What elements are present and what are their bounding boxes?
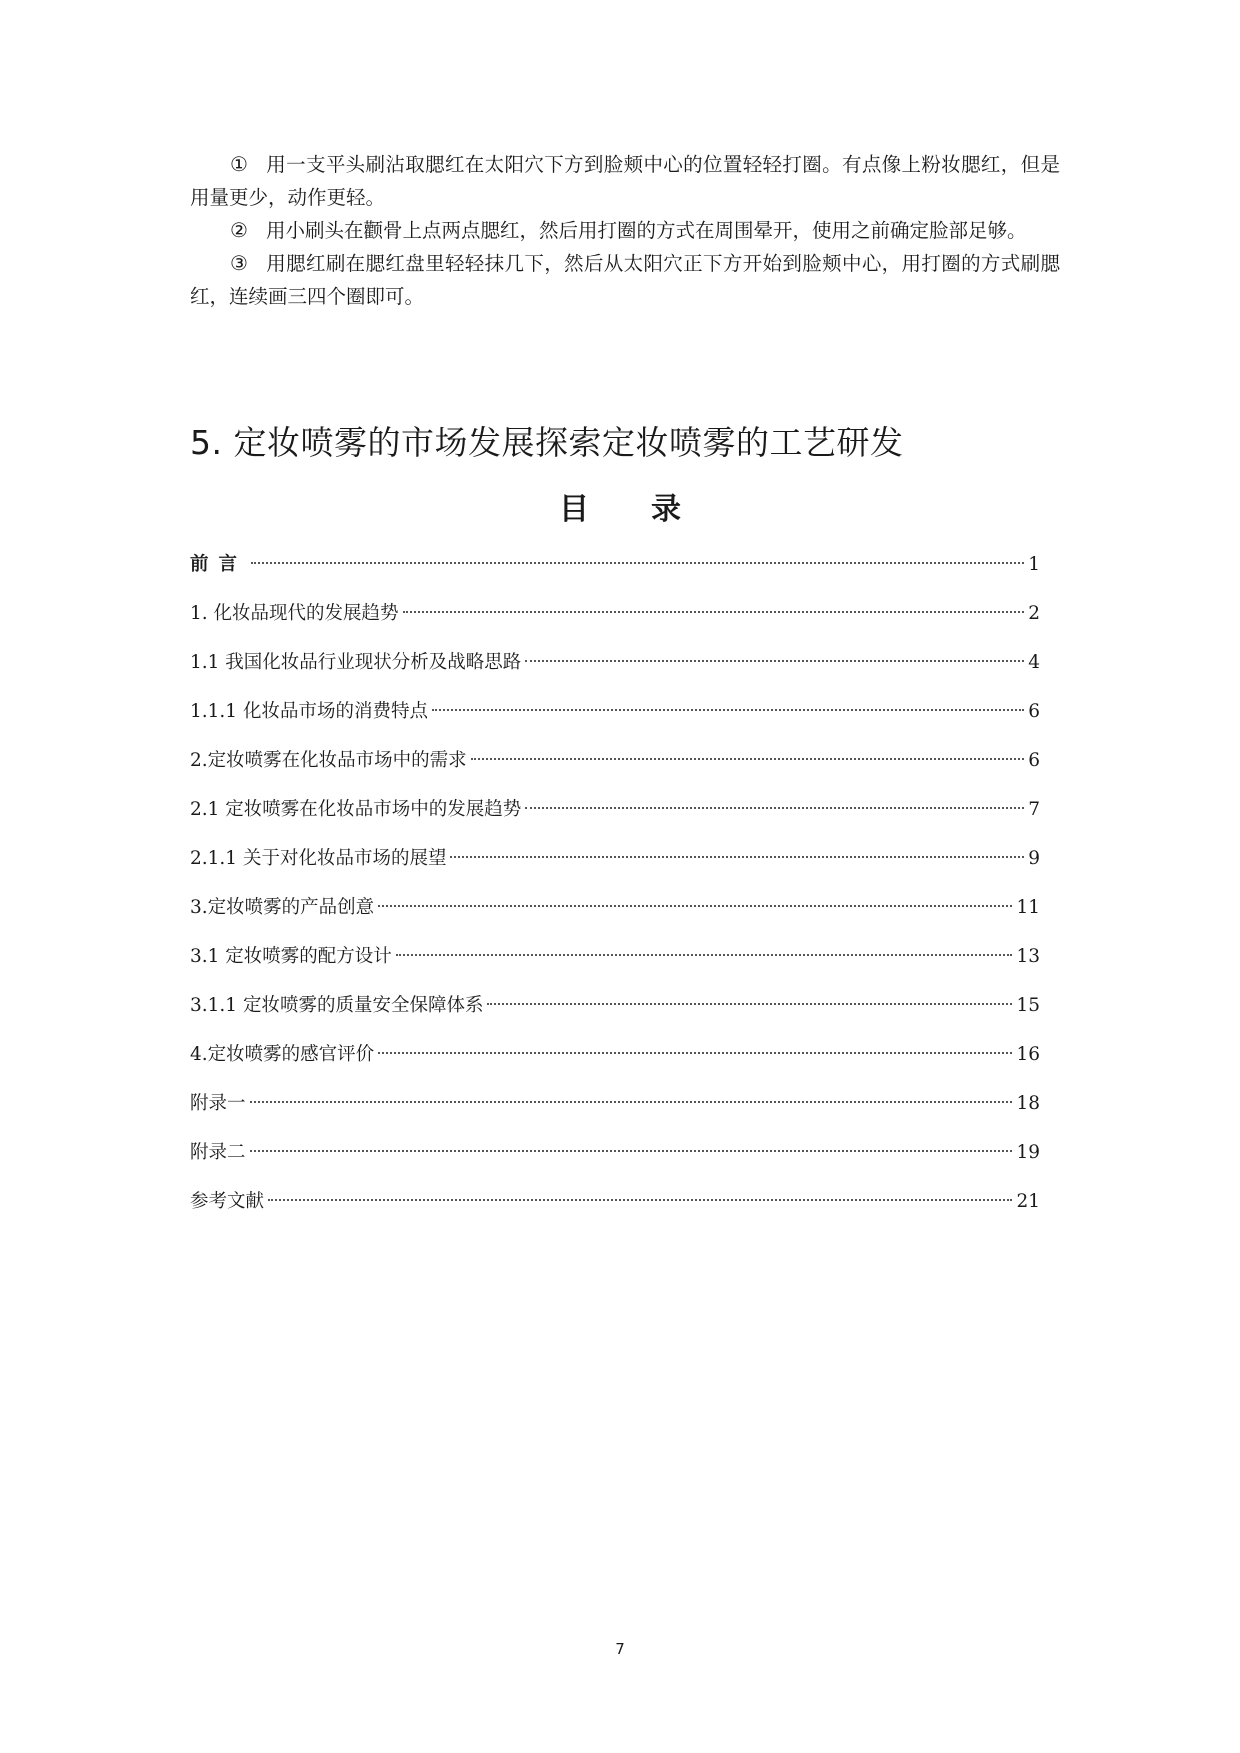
toc-entry[interactable] bbox=[190, 697, 1040, 746]
toc-entry[interactable] bbox=[190, 844, 1040, 893]
toc-dot-leader bbox=[450, 856, 1024, 858]
toc-entry-page: 1 bbox=[1028, 554, 1040, 575]
toc-dot-leader bbox=[396, 954, 1013, 956]
toc-entry-page: 18 bbox=[1016, 1093, 1040, 1114]
toc-dot-leader bbox=[378, 905, 1012, 907]
toc-dot-leader bbox=[487, 1003, 1012, 1005]
toc-entry-page: 9 bbox=[1028, 848, 1040, 869]
toc-entry-label: 2.1 定妆喷雾在化妆品市场中的发展趋势 bbox=[190, 799, 522, 820]
toc-dot-leader bbox=[250, 1150, 1013, 1152]
page-number: 7 bbox=[615, 1640, 625, 1658]
toc-dot-leader bbox=[432, 709, 1024, 711]
toc-entry[interactable] bbox=[190, 1040, 1040, 1089]
toc-dot-leader bbox=[403, 611, 1024, 613]
toc-dot-leader bbox=[471, 758, 1024, 760]
toc-entry-page: 6 bbox=[1028, 701, 1040, 722]
toc-dot-leader bbox=[250, 1101, 1013, 1103]
step-paragraph bbox=[190, 247, 1060, 313]
toc-entry[interactable] bbox=[190, 942, 1040, 991]
toc-entry-page: 21 bbox=[1016, 1191, 1040, 1212]
toc-entry[interactable] bbox=[190, 1089, 1040, 1138]
step-paragraph bbox=[190, 148, 1060, 214]
toc-entry-page: 2 bbox=[1028, 603, 1040, 624]
toc-entry-page: 16 bbox=[1016, 1044, 1040, 1065]
table-of-contents bbox=[190, 550, 1040, 1236]
toc-entry-label: 3.定妆喷雾的产品创意 bbox=[190, 897, 375, 918]
step-text: 用小刷头在颧骨上点两点腮红，然后用打圈的方式在周围晕开，使用之前确定脸部足够。 bbox=[265, 219, 1027, 242]
toc-entry-label: 3.1 定妆喷雾的配方设计 bbox=[190, 946, 392, 967]
toc-entry-page: 7 bbox=[1028, 799, 1040, 820]
toc-dot-leader bbox=[378, 1052, 1012, 1054]
toc-entry-page: 4 bbox=[1028, 652, 1040, 673]
toc-entry-label: 4.定妆喷雾的感官评价 bbox=[190, 1044, 375, 1065]
toc-entry-page: 6 bbox=[1028, 750, 1040, 771]
toc-entry-label: 附录一 bbox=[190, 1093, 246, 1114]
step-marker: ③ bbox=[230, 251, 249, 275]
toc-entry-label: 1.1 我国化妆品行业现状分析及战略思路 bbox=[190, 652, 522, 673]
step-text: 用一支平头刷沾取腮红在太阳穴下方到脸颊中心的位置轻轻打圈。有点像上粉妆腮红，但是用量更少，动作更轻。 bbox=[190, 153, 1060, 209]
toc-entry-label: 3.1.1 定妆喷雾的质量安全保障体系 bbox=[190, 995, 484, 1016]
toc-entry-label: 2.1.1 关于对化妆品市场的展望 bbox=[190, 848, 447, 869]
toc-entry-page: 11 bbox=[1016, 897, 1040, 918]
toc-entry-page: 19 bbox=[1016, 1142, 1040, 1163]
toc-entry-label: 1. 化妆品现代的发展趋势 bbox=[190, 603, 399, 624]
toc-entry-label: 附录二 bbox=[190, 1142, 246, 1163]
step-text: 用腮红刷在腮红盘里轻轻抹几下，然后从太阳穴正下方开始到脸颊中心，用打圈的方式刷腮红，连续画三四个圈即可。 bbox=[190, 252, 1060, 308]
step-marker: ② bbox=[230, 218, 248, 242]
toc-entry[interactable] bbox=[190, 893, 1040, 942]
toc-entry[interactable] bbox=[190, 599, 1040, 648]
toc-entry[interactable] bbox=[190, 991, 1040, 1040]
blush-steps bbox=[190, 148, 1060, 313]
toc-entry-label: 2.定妆喷雾在化妆品市场中的需求 bbox=[190, 750, 467, 771]
toc-dot-leader bbox=[251, 562, 1024, 564]
toc-entry-page: 15 bbox=[1016, 995, 1040, 1016]
step-paragraph bbox=[190, 214, 1060, 247]
step-marker: ① bbox=[230, 152, 249, 176]
toc-entry-page: 13 bbox=[1016, 946, 1040, 967]
toc-dot-leader bbox=[268, 1199, 1012, 1201]
toc-entry-label: 1.1.1 化妆品市场的消费特点 bbox=[190, 701, 428, 722]
toc-entry-label: 前言 bbox=[190, 554, 248, 575]
toc-entry[interactable] bbox=[190, 1138, 1040, 1187]
toc-entry[interactable] bbox=[190, 746, 1040, 795]
toc-entry[interactable] bbox=[190, 550, 1040, 599]
section-heading: 5. 定妆喷雾的市场发展探索定妆喷雾的工艺研发 bbox=[190, 423, 904, 462]
toc-entry[interactable] bbox=[190, 795, 1040, 844]
toc-dot-leader bbox=[525, 660, 1024, 662]
toc-entry[interactable] bbox=[190, 648, 1040, 697]
toc-entry-label: 参考文献 bbox=[190, 1191, 265, 1212]
toc-dot-leader bbox=[525, 807, 1024, 809]
toc-entry[interactable] bbox=[190, 1187, 1040, 1236]
toc-title: 目录 bbox=[559, 492, 743, 527]
